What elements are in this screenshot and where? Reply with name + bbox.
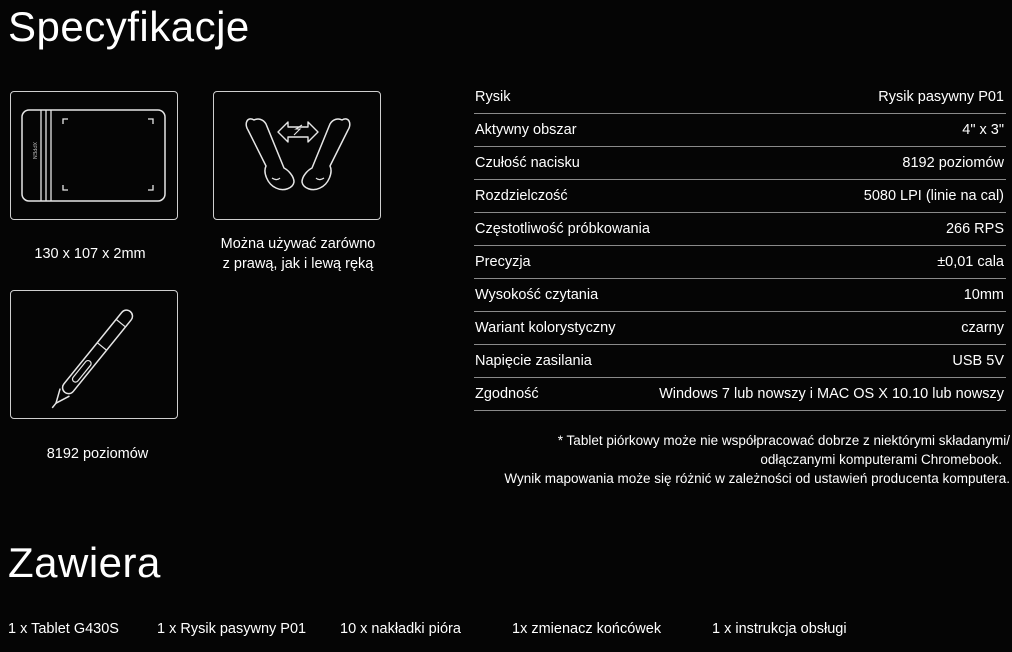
note-line: Wynik mapowania może się różnić w zależności od ustawień producenta komputera.	[504, 471, 1010, 486]
spec-value: ±0,01 cala	[937, 254, 1004, 270]
spec-label: Napięcie zasilania	[475, 353, 592, 369]
contents-item: 1 x Tablet G430S	[8, 621, 119, 637]
handedness-caption-line1: Można używać zarówno	[220, 236, 376, 252]
handedness-caption	[200, 234, 396, 274]
contents-item: 1 x Rysik pasywny P01	[157, 621, 307, 637]
tablet-feature-card	[10, 91, 178, 220]
note-line: odłączanymi komputerami Chromebook.	[760, 452, 1002, 467]
handedness-feature-card	[213, 91, 381, 220]
spec-row-stylus	[474, 81, 1006, 114]
spec-value: 266 RPS	[945, 221, 1004, 237]
spec-row-power	[474, 345, 1006, 378]
stylus-feature-card	[10, 290, 178, 419]
spec-value: czarny	[961, 320, 1004, 336]
spec-row-resolution	[474, 180, 1006, 213]
spec-value: USB 5V	[952, 353, 1004, 369]
spec-row-compatibility	[474, 378, 1006, 411]
contents-item: 1x zmienacz końcówek	[512, 621, 662, 637]
spec-value: 4" x 3"	[962, 122, 1004, 138]
spec-label: Częstotliwość próbkowania	[475, 221, 650, 237]
pressure-levels-caption: 8192 poziomów	[46, 446, 149, 462]
spec-label: Wariant kolorystyczny	[475, 320, 616, 336]
spec-label: Aktywny obszar	[475, 122, 577, 138]
spec-value: 5080 LPI (linie na cal)	[863, 188, 1004, 204]
specifications-heading: Specyfikacje	[8, 3, 250, 50]
spec-row-color	[474, 312, 1006, 345]
spec-row-report-rate	[474, 213, 1006, 246]
spec-label: Rysik	[475, 89, 511, 105]
spec-value: 8192 poziomów	[902, 155, 1004, 171]
handedness-caption-line2: z prawą, jak i lewą ręką	[222, 256, 374, 272]
spec-label: Zgodność	[475, 386, 539, 402]
compatibility-notes	[450, 431, 1010, 488]
spec-value: 10mm	[963, 287, 1004, 303]
spec-row-reading-height	[474, 279, 1006, 312]
tablet-size-caption: 130 x 107 x 2mm	[34, 246, 146, 262]
spec-row-active-area	[474, 114, 1006, 147]
spec-row-pressure	[474, 147, 1006, 180]
stylus-pen-icon	[11, 291, 179, 420]
spec-label: Czułość nacisku	[475, 155, 580, 171]
spec-label: Rozdzielczość	[475, 188, 568, 204]
package-contents-heading: Zawiera	[8, 539, 161, 586]
contents-item: 1 x instrukcja obsługi	[712, 621, 847, 637]
contents-item: 10 x nakładki pióra	[340, 621, 461, 637]
spec-value: Windows 7 lub nowszy i MAC OS X 10.10 lub nowszy	[659, 386, 1004, 402]
note-line: * Tablet piórkowy może nie współpracować dobrze z niektórymi składanymi/	[557, 433, 1010, 448]
tablet-icon	[11, 92, 179, 221]
specifications-table	[474, 81, 1006, 411]
spec-value: Rysik pasywny P01	[878, 89, 1004, 105]
spec-label: Precyzja	[475, 254, 531, 270]
spec-row-accuracy	[474, 246, 1006, 279]
two-hands-icon	[214, 92, 382, 221]
spec-label: Wysokość czytania	[475, 287, 599, 303]
tablet-brand-mark: XPPEN	[31, 142, 37, 159]
